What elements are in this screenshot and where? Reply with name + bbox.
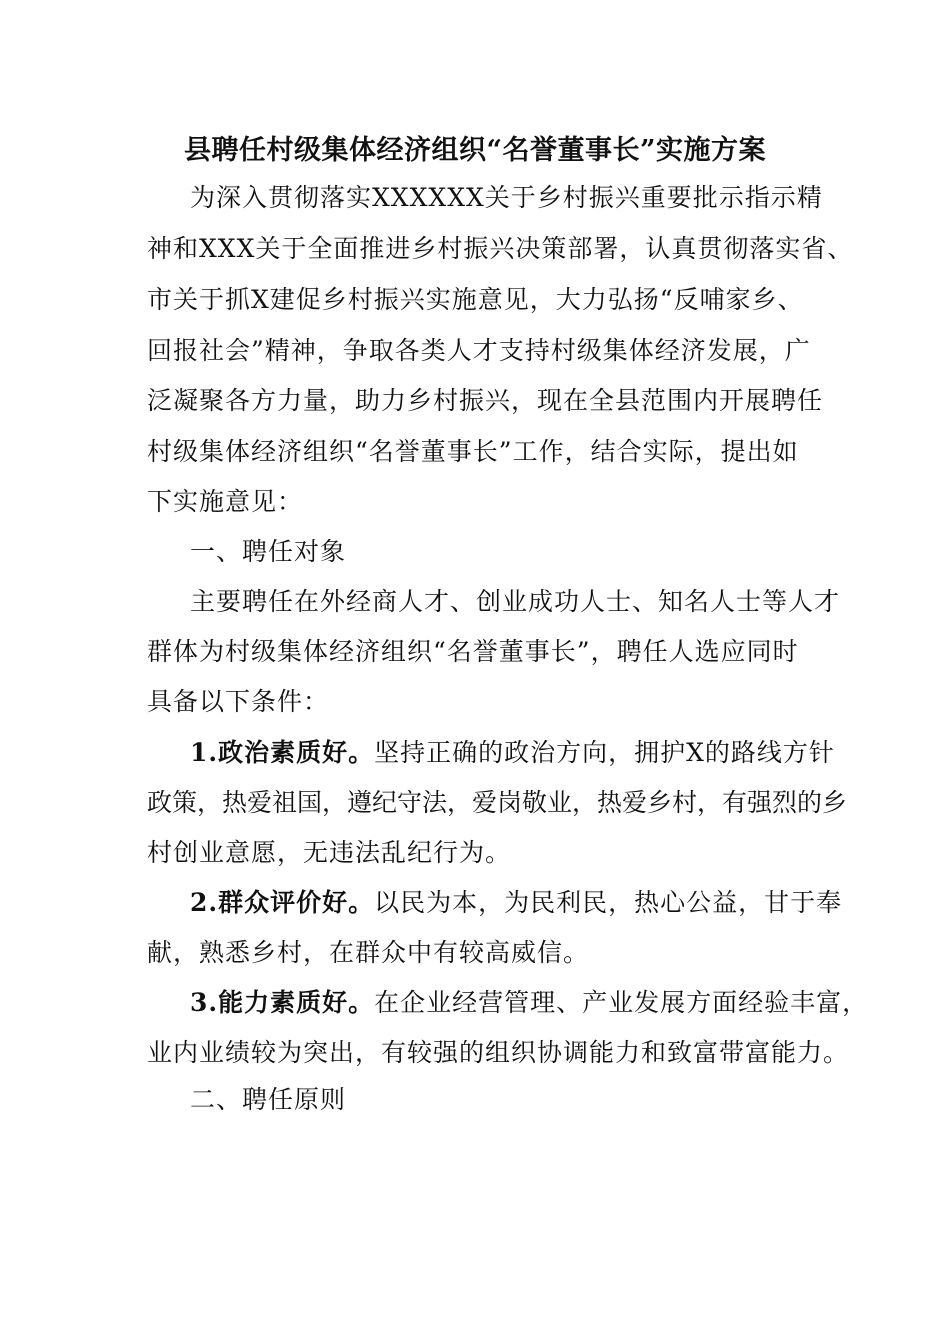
item-1-line-1 xyxy=(190,736,835,770)
item-3-line-1 xyxy=(190,986,868,1020)
intro-line-2: 神和XXX关于全面推进乡村振兴决策部署，认真贯彻落实省、 xyxy=(147,234,854,263)
item-3-text: 在企业经营管理、产业发展方面经验丰富， xyxy=(374,988,869,1017)
section-1-line-2: 群体为村级集体经济组织“名誉董事长”，聘任人选应同时 xyxy=(147,637,799,666)
item-3-line-2: 业内业绩较为突出，有较强的组织协调能力和致富带富能力。 xyxy=(147,1038,850,1067)
section-1-line-3: 具备以下条件： xyxy=(147,687,330,716)
section-1-line-1: 主要聘任在外经商人才、创业成功人士、知名人士等人才 xyxy=(190,587,841,616)
intro-line-3: 市关于抓X建促乡村振兴实施意见，大力弘扬“反哺家乡、 xyxy=(147,285,804,314)
intro-line-1: 为深入贯彻落实XXXXXX关于乡村振兴重要批示指示精 xyxy=(190,183,823,212)
item-1-line-3: 村创业意愿，无违法乱纪行为。 xyxy=(147,838,512,867)
item-2-line-2: 献，熟悉乡村，在群众中有较高威信。 xyxy=(147,938,590,967)
section-2-heading: 二、聘任原则 xyxy=(190,1085,347,1114)
document-title: 县聘任村级集体经济组织“名誉董事长”实施方案 xyxy=(183,135,767,166)
item-2-line-1 xyxy=(190,886,842,920)
item-1-text: 坚持正确的政治方向，拥护X的路线方针 xyxy=(374,738,835,767)
intro-line-5: 泛凝聚各方力量，助力乡村振兴，现在全县范围内开展聘任 xyxy=(147,386,824,415)
item-2-text: 以民为本，为民利民，热心公益，甘于奉 xyxy=(374,888,843,917)
item-1-line-2: 政策，热爱祖国，遵纪守法，爱岗敬业，热爱乡村，有强烈的乡 xyxy=(147,788,848,817)
item-2-label: 2.群众评价好。 xyxy=(190,888,375,917)
intro-line-7: 下实施意见： xyxy=(147,487,304,516)
intro-line-6: 村级集体经济组织“名誉董事长”工作，结合实际，提出如 xyxy=(147,437,799,466)
section-1-heading: 一、聘任对象 xyxy=(190,537,347,566)
item-1-label: 1.政治素质好。 xyxy=(190,738,375,767)
intro-line-4: 回报社会”精神，争取各类人才支持村级集体经济发展，广 xyxy=(147,336,811,365)
item-3-label: 3.能力素质好。 xyxy=(190,988,375,1017)
